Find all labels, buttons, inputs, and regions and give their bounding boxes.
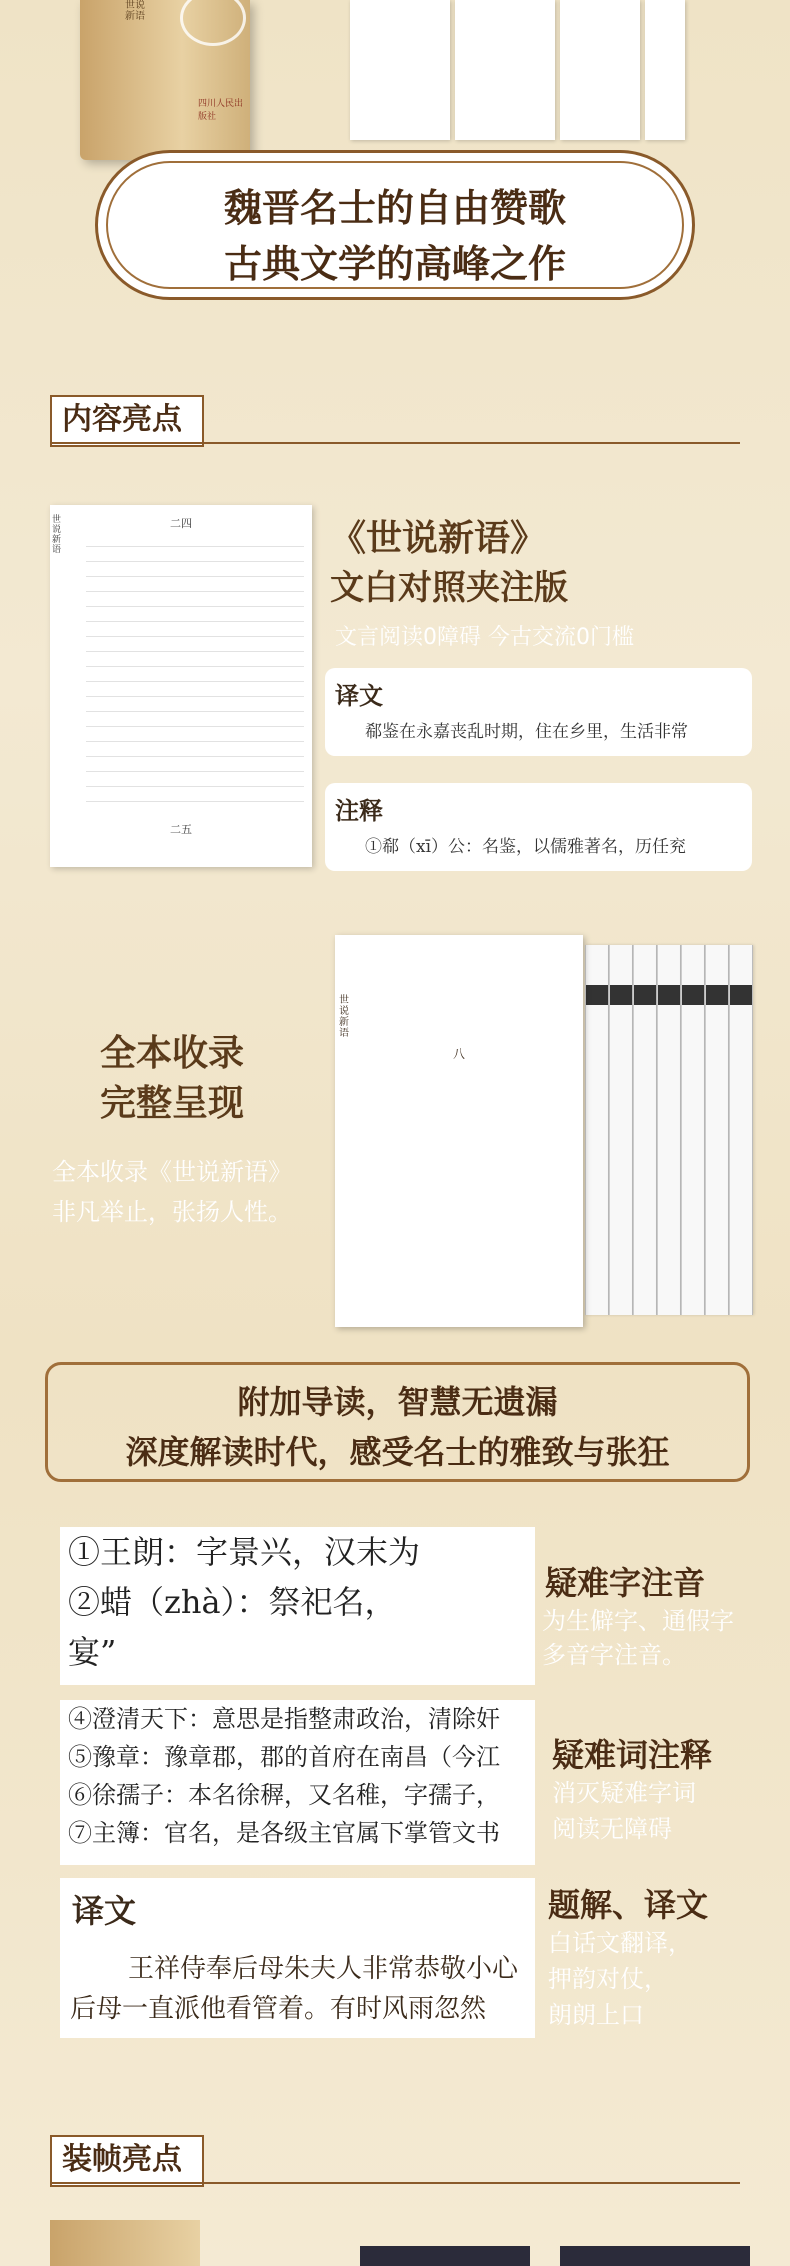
sample-line: 后母一直派他看管着。有时风雨忽然: [70, 1994, 487, 2024]
sample-line: ①王朗：字景兴，汉末为: [68, 1533, 421, 1571]
doc-header-number: 二四: [170, 517, 192, 530]
bottom-book-image: [560, 2246, 750, 2266]
spine: [633, 945, 657, 1315]
book-page-stack: [335, 935, 755, 1327]
translation-card: [325, 668, 752, 756]
translation-label: 译文: [72, 1892, 137, 1930]
book-vertical-title: 世说新语: [125, 0, 145, 22]
feature2-desc-line2: 非凡举止，张扬人性。: [52, 1198, 292, 1226]
guide-banner-line1: 附加导读，智慧无遗漏: [237, 1383, 558, 1421]
page-side-title: 世说新语: [339, 995, 349, 1039]
spine: [609, 945, 633, 1315]
bottom-book-image: [50, 2220, 200, 2266]
top-open-pages: [350, 0, 700, 140]
feature1-subtitle: 文言阅读0障碍 今古交流0门槛: [335, 625, 634, 650]
translation-feature-sub1: 白话文翻译，: [548, 1929, 692, 1957]
spine: [705, 945, 729, 1315]
page-sheet: [455, 0, 555, 140]
sample-annotation-crop: [60, 1700, 535, 1865]
annotation-card-text: ①郗（xī）公：名鉴，以儒雅著名，历任兖: [365, 837, 687, 857]
feature2-title-line1: 全本收录: [100, 1033, 245, 1074]
section-header-content: 内容亮点: [50, 395, 204, 447]
sample-line: ⑤豫章：豫章郡，郡的首府在南昌（今江: [68, 1743, 500, 1771]
guide-banner-line2: 深度解读时代，感受名士的雅致与张狂: [125, 1433, 670, 1471]
title-banner: [95, 150, 695, 300]
translation-feature-sub3: 朗朗上口: [548, 2001, 644, 2029]
feature1-title-line1: 《世说新语》: [330, 517, 547, 559]
book-publisher: 四川人民出版社: [198, 99, 244, 122]
page-sheet: [645, 0, 685, 140]
bottom-book-image: [360, 2246, 530, 2266]
doc-preview-page: [50, 505, 312, 867]
annotation-card-label: 注释: [335, 797, 383, 825]
sample-phonetic-crop: [60, 1527, 535, 1685]
book-seal-emblem: [180, 0, 246, 46]
annotation-feature-sub1: 消灭疑难字词: [552, 1779, 696, 1807]
spine: [585, 945, 609, 1315]
feature2-title-line2: 完整呈现: [100, 1083, 245, 1124]
feature1-title-line2: 文白对照夹注版: [330, 568, 568, 608]
page-section-number: 八: [452, 1047, 465, 1061]
translation-card-text: 郗鉴在永嘉丧乱时期，住在乡里，生活非常: [365, 722, 688, 742]
annotation-feature-sub2: 阅读无障碍: [552, 1815, 672, 1843]
section-divider: [50, 442, 740, 444]
doc-text-lines: [86, 535, 304, 805]
section-header-binding: 装帧亮点: [50, 2135, 204, 2187]
sample-line: ⑥徐孺子：本名徐稺，又名稚，字孺子，: [68, 1781, 500, 1809]
phonetic-feature-title: 疑难字注音: [545, 1564, 706, 1602]
banner-line-2: 古典文学的高峰之作: [223, 242, 566, 286]
sample-translation-crop: [60, 1878, 535, 2038]
translation-feature-sub2: 押韵对仗，: [548, 1965, 668, 1993]
sample-line: ②蜡（zhà）：祭祀名，: [68, 1583, 397, 1621]
sample-line: ④澄清天下：意思是指整肃政治，清除奸: [68, 1705, 500, 1733]
doc-side-title: 世说新语: [52, 515, 62, 555]
sample-line: ⑦主簿：官名，是各级主官属下掌管文书: [68, 1819, 500, 1847]
translation-feature-title: 题解、译文: [548, 1886, 709, 1924]
banner-line-1: 魏晋名士的自由赞歌: [223, 186, 566, 230]
section-divider: [50, 2182, 740, 2184]
phonetic-feature-sub1: 为生僻字、通假字: [542, 1607, 734, 1635]
feature2-desc-line1: 全本收录《世说新语》: [52, 1158, 292, 1186]
page-sheet: [350, 0, 450, 140]
annotation-card: [325, 783, 752, 871]
guide-banner: [45, 1362, 750, 1482]
phonetic-feature-sub2: 多音字注音。: [542, 1641, 686, 1669]
sample-line: 宴”: [68, 1633, 117, 1671]
translation-card-label: 译文: [335, 682, 383, 710]
doc-subheader-number: 二五: [170, 823, 192, 836]
annotation-feature-title: 疑难词注释: [552, 1736, 713, 1774]
page-sheet: [560, 0, 640, 140]
book-cover-image: [80, 0, 250, 160]
spine: [681, 945, 705, 1315]
open-book-page: [335, 935, 583, 1327]
spine: [729, 945, 753, 1315]
spine: [657, 945, 681, 1315]
sample-line: 王祥侍奉后母朱夫人非常恭敬小心: [128, 1954, 519, 1984]
